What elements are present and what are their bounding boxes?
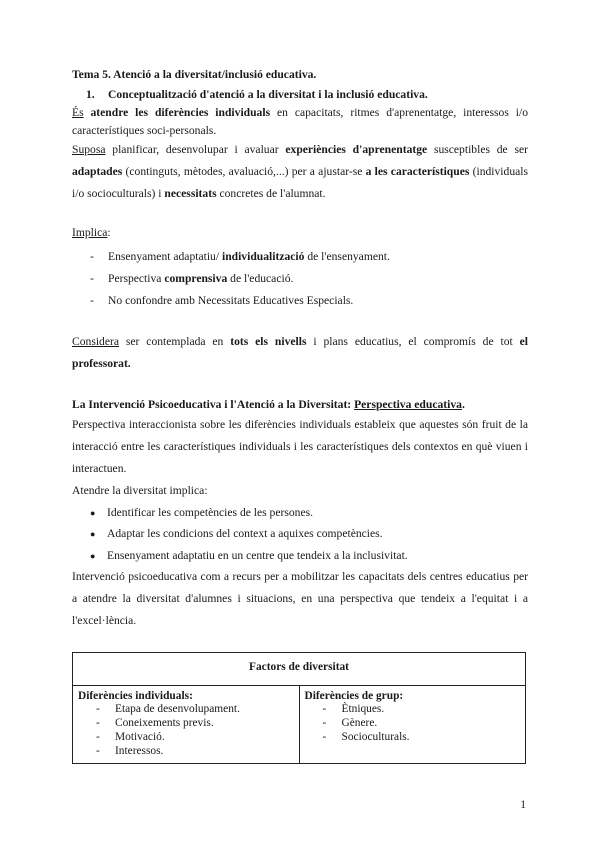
dash-marker: - [322, 717, 327, 730]
list-item [90, 246, 528, 268]
list-item [323, 717, 521, 731]
list-item-text: Adaptar les condicions del context a aquixes competències. [107, 527, 383, 541]
considera-lead: Considera [72, 335, 120, 349]
factors-table [72, 652, 526, 764]
interaction-paragraph: Perspectiva interaccionista sobre les diferències individuals estableix que aquestes són fruit de la interacció entre les característiques individuals i les característiques dels contextos en què viuen i interactuen. [72, 417, 528, 475]
considera-text-2: i plans educatius, el compromís de tot [306, 335, 520, 349]
implica-heading [72, 224, 528, 242]
individual-differences-cell [73, 685, 300, 764]
suposa-bold-1: experiències d'aprenentatge [285, 143, 428, 157]
spacer [72, 205, 528, 224]
dash-marker: - [90, 294, 94, 308]
list-item [323, 731, 521, 745]
group-differences-cell [299, 685, 526, 764]
suposa-lead: Suposa [72, 143, 106, 157]
list-item-text: Socioculturals. [341, 731, 410, 744]
group-differences-list [305, 703, 521, 745]
definition-lead: És [72, 106, 84, 120]
bullet-marker: ● [90, 550, 96, 561]
dash-marker: - [96, 717, 100, 730]
list-item-text: Ètniques. [341, 703, 385, 716]
list-item-text: Etapa de desenvolupament. [115, 703, 240, 716]
considera-bold-2: el professorat. [72, 335, 528, 371]
subheading-text: Conceptualització d'atenció a la diversitat i la inclusió educativa. [108, 87, 428, 101]
diversity-bullet-list [72, 502, 528, 566]
section-heading-end: . [461, 398, 465, 412]
suposa-text-5: concretes de l'alumnat. [216, 187, 326, 201]
suposa-paragraph [72, 139, 528, 205]
list-item-text: Perspectiva [108, 272, 165, 286]
intervention-paragraph: Intervenció psicoeducativa com a recurs per a mobilitzar les capacitats dels centres educatius per a atendre la diversitat d'alumnes i situacions, en una perspectiva que tendeix a l'equitat i a l'excel·lència. [72, 570, 528, 628]
page-number: 1 [520, 798, 526, 811]
section-heading [72, 396, 528, 414]
implica-colon: : [107, 226, 111, 240]
section-heading-text: La Intervenció Psicoeducativa i l'Atenció a la Diversitat: [72, 398, 355, 412]
list-item-text: Ensenyament adaptatiu/ [108, 250, 222, 264]
bullet-marker: ● [90, 507, 96, 518]
list-item [90, 268, 528, 290]
spacer [72, 312, 528, 331]
section-heading-underlined: Perspectiva educativa [354, 398, 462, 412]
suposa-bold-3: a les característiques [365, 165, 470, 179]
list-item [96, 731, 294, 745]
list-item-text: Motivació. [115, 731, 165, 744]
considera-bold-1: tots els nivells [230, 335, 307, 349]
dash-marker: - [322, 731, 327, 744]
suposa-text-2: susceptibles de ser [427, 143, 528, 157]
dash-marker: - [96, 731, 100, 744]
suposa-bold-2: adaptades [72, 165, 123, 179]
list-item [96, 717, 294, 731]
individual-differences-list [78, 703, 294, 759]
list-item-bold: individualització [221, 250, 305, 264]
list-item-text: Ensenyament adaptatiu en un centre que tendeix a la inclusivitat. [107, 548, 408, 562]
implica-label: Implica [72, 226, 108, 240]
diversity-lead: Atendre la diversitat implica: [72, 483, 208, 497]
suposa-text-1: planificar, desenvolupar i avaluar [105, 143, 286, 157]
list-item-text: Identificar les competències de les persones. [107, 505, 314, 519]
implica-list [72, 246, 528, 312]
list-item [96, 703, 294, 717]
dash-marker: - [96, 745, 100, 758]
bullet-marker: ● [90, 529, 96, 540]
list-item-bold: comprensiva [164, 272, 228, 286]
definition-rest: en capacitats, ritmes d'aprenentatge, interessos i/o característiques soci-personals. [72, 106, 528, 137]
group-differences-title: Diferències de grup: [304, 689, 404, 702]
subheading [86, 86, 528, 104]
dash-marker: - [90, 272, 94, 286]
definition-bold: atendre les diferències individuals [90, 106, 271, 120]
suposa-text-3: (continguts, mètodes, avaluació,...) per a ajustar-se [122, 165, 366, 179]
list-item [90, 290, 528, 312]
list-item-text: Coneixements previs. [115, 717, 214, 730]
spacer [72, 375, 528, 394]
definition-paragraph [72, 104, 528, 139]
list-item [90, 502, 528, 523]
considera-paragraph [72, 331, 528, 375]
considera-text-1: ser contemplada en [119, 335, 231, 349]
dash-marker: - [322, 703, 327, 716]
factors-table-header: Factors de diversitat [73, 653, 526, 685]
list-item [90, 523, 528, 544]
document-title: Tema 5. Atenció a la diversitat/inclusió educativa. [72, 68, 317, 81]
list-item [90, 545, 528, 566]
list-item [323, 703, 521, 717]
list-item-text: de l'educació. [227, 272, 294, 286]
dash-marker: - [90, 250, 94, 264]
list-item [96, 745, 294, 759]
suposa-bold-4: necessitats [164, 187, 217, 201]
list-item-text: Gènere. [341, 717, 378, 730]
list-item-text: No confondre amb Necessitats Educatives Especials. [108, 294, 354, 308]
list-item-text: Interessos. [115, 745, 164, 758]
dash-marker: - [96, 703, 100, 716]
suposa-text-4: (individuals i/o socioculturals) i [72, 165, 528, 201]
list-item-text: de l'ensenyament. [304, 250, 390, 264]
individual-differences-title: Diferències individuals: [78, 689, 193, 702]
subheading-number: 1. [86, 87, 95, 101]
